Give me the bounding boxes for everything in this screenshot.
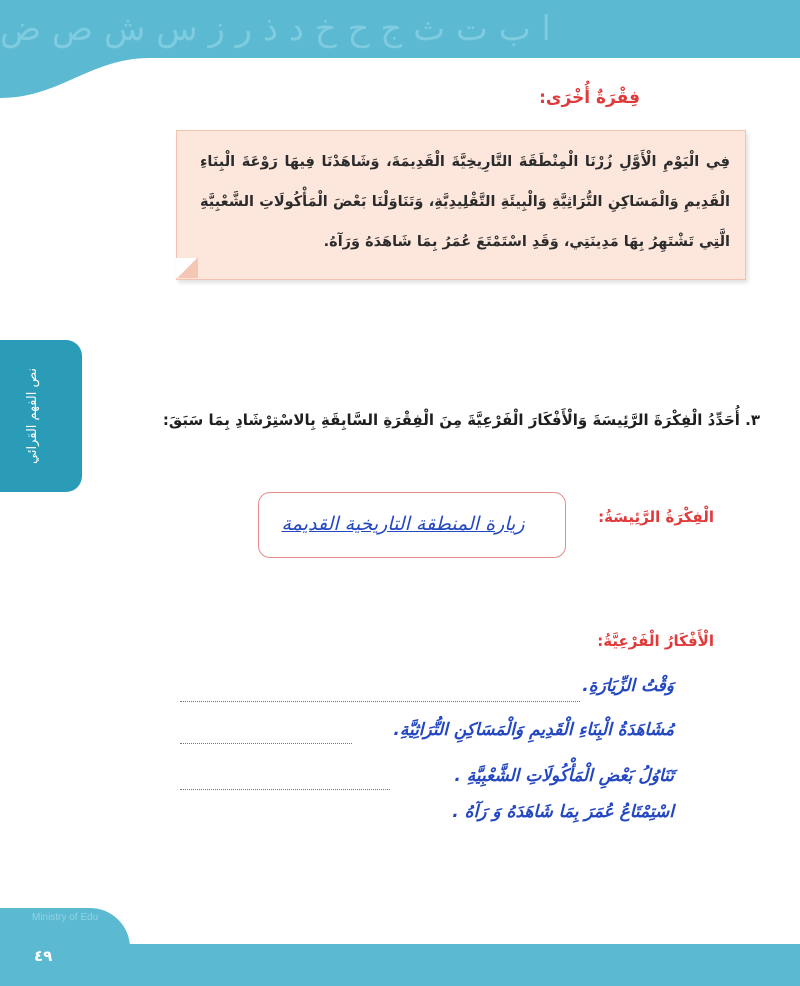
paragraph-text: فِي الْيَوْمِ الْأَوَّلِ زُرْنَا الْمِنْطَقَةَ التَّارِيخِيَّةَ الْقَدِيمَةَ، وَشَاهَدْنَا فِيهَا رَوْعَةَ الْبِنَاءِ الْقَدِيمِ وَالْمَسَاكِنِ التُّرَاثِيَّةِ وَالْبِيئَةِ التَّقْلِيدِيَّةِ، وَتَنَاوَلْنَا بَعْضَ الْمَأْكُولَاتِ الشَّعْبِيَّةِ الَّتِي تَشْتَهِرُ بِهَا مَدِينَتِي، وَقَدِ اسْتَمْتَعَ عُمَرُ بِمَا شَاهَدَهُ وَرَآهُ. — [200, 154, 730, 250]
sub-ideas-label: الْأَفْكَارُ الْفَرْعِيَّةُ: — [597, 632, 714, 650]
sub-idea-answer-4: اسْتِمْتَاعُ عُمَرَ بِمَا شَاهَدَهُ وَ رَآهُ . — [452, 802, 674, 822]
main-idea-answer: زيارة المنطقة التاريخية القديمة — [281, 513, 525, 535]
sub-idea-answer-2: مُشَاهَدَةُ الْبِنَاءِ الْقَدِيمِ وَالْمَسَاكِنِ التُّرَاثِيَّةِ. — [393, 720, 674, 740]
answer-line-3 — [180, 788, 390, 790]
side-tab-label: نص الفهم القرائي — [25, 368, 40, 464]
header-curve — [0, 58, 800, 108]
answer-line-2 — [180, 742, 352, 744]
footer-band — [0, 944, 800, 986]
paragraph-card-fold — [176, 258, 198, 278]
header-decoration: ا ب ت ث ج ح خ د ذ ر ز س ش ص ض — [0, 9, 551, 49]
answer-line-1 — [180, 700, 580, 702]
question-3: ٣. أُحَدِّدُ الْفِكْرَةَ الرَّئِيسَةَ وَالْأَفْكَارَ الْفَرْعِيَّةَ مِنَ الْفِقْرَةِ السَّابِقَةِ بِالاسْتِرْشَادِ بِمَا سَبَقَ: — [162, 411, 760, 429]
sub-idea-answer-1: وَقْتُ الزِّيَارَةِ. — [582, 676, 674, 696]
sub-idea-answer-3: تَنَاوُلُ بَعْضِ الْمَأْكُولَاتِ الشَّعْبِيَّةِ . — [454, 766, 674, 786]
page-number: ٤٩ — [34, 947, 53, 965]
main-idea-label: الْفِكْرَةُ الرَّئِيسَةُ: — [598, 508, 714, 526]
footer-watermark: Ministry of Edu — [32, 912, 99, 923]
section-title: فِقْرَةٌ أُخْرَى: — [539, 88, 640, 108]
